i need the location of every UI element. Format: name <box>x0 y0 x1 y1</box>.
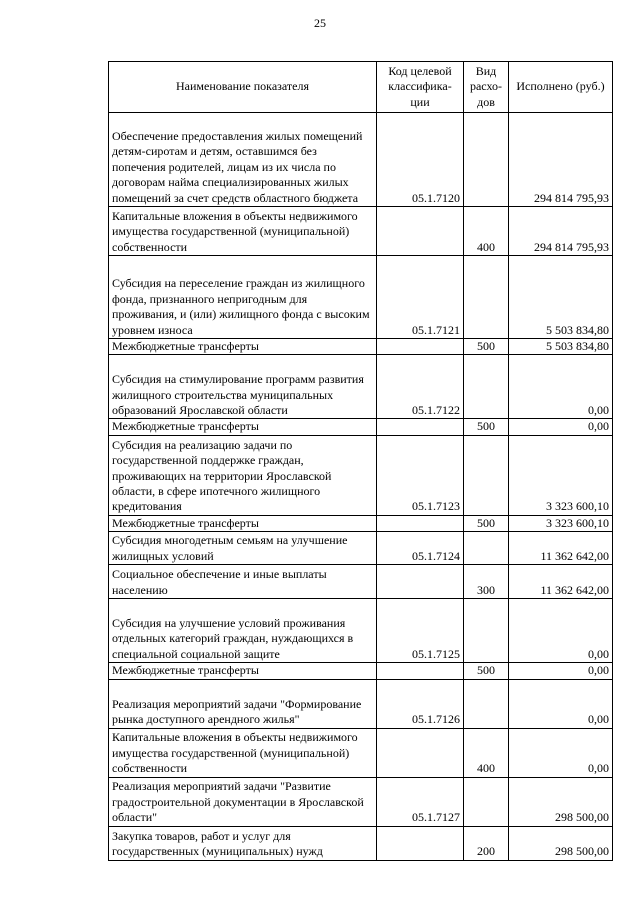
table-row <box>109 419 613 435</box>
table-row <box>109 435 613 515</box>
row-amount: 0,00 <box>509 599 613 663</box>
row-code <box>377 339 464 355</box>
table-row <box>109 663 613 679</box>
row-type <box>464 256 509 339</box>
row-type <box>464 532 509 565</box>
table-row <box>109 256 613 339</box>
row-name: Реализация мероприятий задачи "Формирование рынка доступного арендного жилья" <box>109 679 377 728</box>
header-name: Наименование показателя <box>109 62 377 113</box>
row-type <box>464 435 509 515</box>
row-name: Обеспечение предоставления жилых помещений детям-сиротам и детям, оставшимся без попечения родителей, лицам из их числа по договорам найма специализированных жилых помещений за счет средств областного бюджета <box>109 113 377 207</box>
row-name: Межбюджетные трансферты <box>109 663 377 679</box>
row-type <box>464 777 509 826</box>
row-name: Субсидия многодетным семьям на улучшение жилищных условий <box>109 532 377 565</box>
row-code: 05.1.7121 <box>377 256 464 339</box>
budget-execution-table <box>108 61 613 861</box>
table-row <box>109 728 613 777</box>
row-amount: 5 503 834,80 <box>509 339 613 355</box>
table-row <box>109 599 613 663</box>
row-code <box>377 207 464 256</box>
header-type: Вид расхо-дов <box>464 62 509 113</box>
row-type <box>464 355 509 419</box>
row-code: 05.1.7120 <box>377 113 464 207</box>
row-type <box>464 679 509 728</box>
row-amount: 5 503 834,80 <box>509 256 613 339</box>
row-name: Субсидия на переселение граждан из жилищного фонда, признанного непригодным для проживания, и (или) жилищного фонда с высоким уровнем износа <box>109 256 377 339</box>
row-type: 300 <box>464 565 509 599</box>
header-code: Код целевой классифика-ции <box>377 62 464 113</box>
row-name: Межбюджетные трансферты <box>109 339 377 355</box>
row-name: Межбюджетные трансферты <box>109 419 377 435</box>
row-type: 200 <box>464 826 509 860</box>
row-code <box>377 826 464 860</box>
row-amount: 0,00 <box>509 663 613 679</box>
row-amount: 298 500,00 <box>509 777 613 826</box>
table-row <box>109 777 613 826</box>
row-code: 05.1.7123 <box>377 435 464 515</box>
row-amount: 294 814 795,93 <box>509 113 613 207</box>
row-amount: 0,00 <box>509 355 613 419</box>
row-code: 05.1.7125 <box>377 599 464 663</box>
row-amount: 3 323 600,10 <box>509 435 613 515</box>
table-row <box>109 515 613 531</box>
table-row <box>109 339 613 355</box>
row-type: 500 <box>464 663 509 679</box>
table-row <box>109 355 613 419</box>
table-row <box>109 679 613 728</box>
row-amount: 11 362 642,00 <box>509 565 613 599</box>
row-amount: 0,00 <box>509 679 613 728</box>
row-type <box>464 113 509 207</box>
table-row <box>109 113 613 207</box>
table-header-row <box>109 62 613 113</box>
row-name: Субсидия на реализацию задачи по государственной поддержке граждан, проживающих на территории Ярославской области, в сфере ипотечного жилищного кредитования <box>109 435 377 515</box>
row-code: 05.1.7127 <box>377 777 464 826</box>
row-amount: 0,00 <box>509 728 613 777</box>
row-code <box>377 515 464 531</box>
row-name: Субсидия на улучшение условий проживания отдельных категорий граждан, нуждающихся в специальной социальной защите <box>109 599 377 663</box>
row-amount: 3 323 600,10 <box>509 515 613 531</box>
row-code: 05.1.7126 <box>377 679 464 728</box>
row-name: Социальное обеспечение и иные выплаты населению <box>109 565 377 599</box>
table-row <box>109 207 613 256</box>
row-name: Капитальные вложения в объекты недвижимого имущества государственной (муниципальной) собственности <box>109 728 377 777</box>
table-row <box>109 565 613 599</box>
row-type: 400 <box>464 728 509 777</box>
row-name: Межбюджетные трансферты <box>109 515 377 531</box>
table-row <box>109 532 613 565</box>
row-name: Субсидия на стимулирование программ развития жилищного строительства муниципальных образований Ярославской области <box>109 355 377 419</box>
row-code: 05.1.7122 <box>377 355 464 419</box>
row-amount: 0,00 <box>509 419 613 435</box>
row-type: 500 <box>464 339 509 355</box>
table-row <box>109 826 613 860</box>
row-name: Закупка товаров, работ и услуг для государственных (муниципальных) нужд <box>109 826 377 860</box>
row-code <box>377 728 464 777</box>
row-type <box>464 599 509 663</box>
row-code: 05.1.7124 <box>377 532 464 565</box>
row-amount: 298 500,00 <box>509 826 613 860</box>
page-number: 25 <box>314 16 326 30</box>
row-amount: 294 814 795,93 <box>509 207 613 256</box>
row-code <box>377 663 464 679</box>
row-code <box>377 419 464 435</box>
row-type: 400 <box>464 207 509 256</box>
row-code <box>377 565 464 599</box>
row-type: 500 <box>464 419 509 435</box>
header-amount: Исполнено (руб.) <box>509 62 613 113</box>
row-amount: 11 362 642,00 <box>509 532 613 565</box>
row-name: Реализация мероприятий задачи "Развитие градостроительной документации в Ярославской области" <box>109 777 377 826</box>
row-type: 500 <box>464 515 509 531</box>
row-name: Капитальные вложения в объекты недвижимого имущества государственной (муниципальной) собственности <box>109 207 377 256</box>
